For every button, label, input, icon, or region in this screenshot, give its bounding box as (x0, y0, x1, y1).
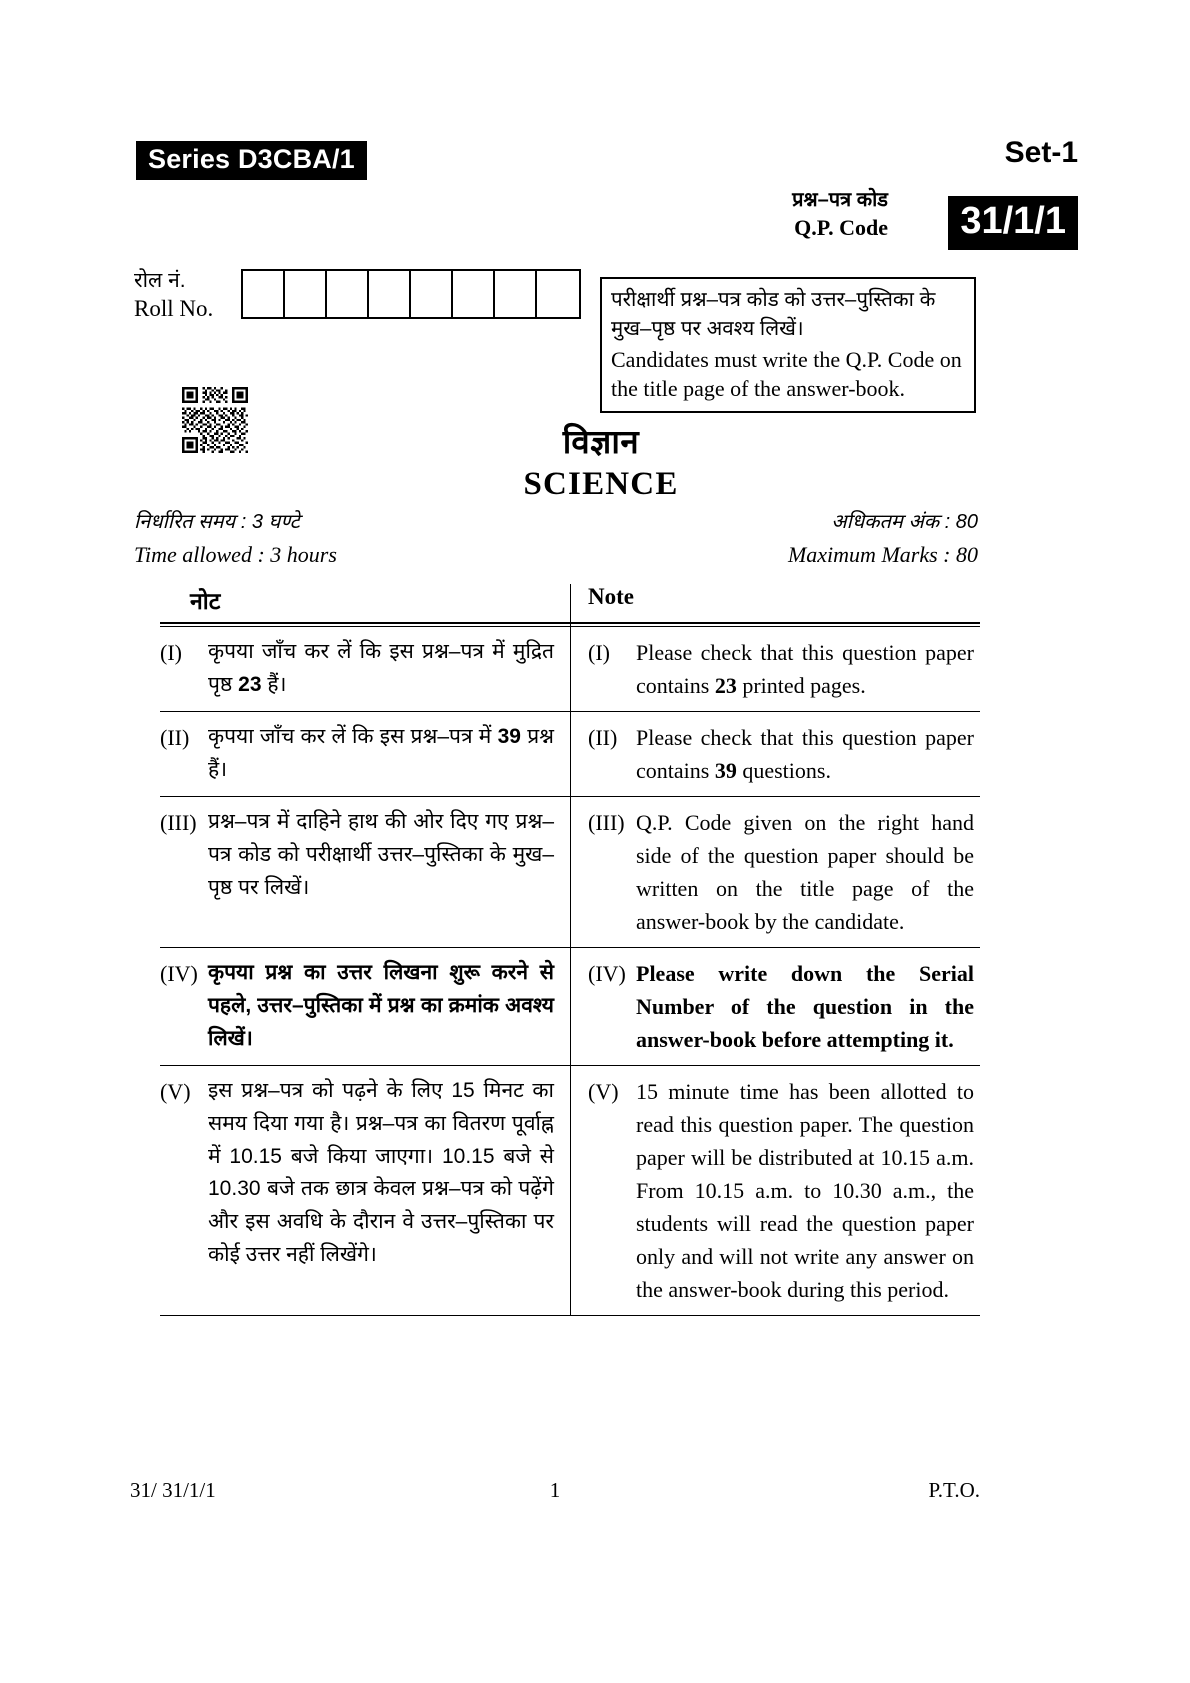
set-label: Set-1 (1004, 136, 1078, 169)
roll-no-label (134, 267, 213, 324)
note-text-english (636, 806, 974, 938)
note-cell-hindi (160, 948, 570, 1065)
roll-no-cell[interactable] (453, 271, 495, 317)
note-text-english (636, 1075, 974, 1306)
roll-no-cell[interactable] (411, 271, 453, 317)
note-table-row (160, 797, 980, 947)
note-cell-english (570, 627, 980, 711)
page-footer (130, 1478, 980, 1503)
note-table-header (160, 584, 980, 622)
note-table-row (160, 948, 980, 1065)
emphasised-value: 23 (714, 673, 737, 698)
note-row-marker: (I) (588, 640, 610, 665)
footer-code: 31/ 31/1/1 (130, 1478, 216, 1502)
note-row-marker: (IV) (588, 961, 626, 986)
meta-row-english (134, 542, 978, 568)
note-text-english (636, 721, 974, 787)
qp-code-label-english: Q.P. Code (794, 214, 888, 240)
note-row-marker: (III) (588, 810, 625, 835)
note-cell-hindi (160, 627, 570, 711)
roll-no-label-hindi: रोल नं. (134, 269, 186, 292)
candidate-instruction-box (600, 277, 976, 413)
text-run: कृपया जाँच कर लें कि इस प्रश्न–पत्र में (208, 725, 498, 748)
text-run: प्रश्न हैं। (208, 725, 554, 781)
note-cell-english (570, 948, 980, 1065)
emphasised-value: 39 (714, 758, 737, 783)
roll-no-cell[interactable] (369, 271, 411, 317)
footer-page-number: 1 (549, 1478, 561, 1502)
note-cell-hindi (160, 1066, 570, 1315)
emphasised-value: 39 (497, 725, 521, 748)
roll-no-cell[interactable] (327, 271, 369, 317)
note-table-row (160, 1066, 980, 1315)
roll-no-cell[interactable] (243, 271, 285, 317)
note-row-marker: (II) (588, 725, 618, 750)
candidate-instruction-english: Candidates must write the Q.P. Code on the title page of the answer-book. (611, 347, 962, 402)
note-text-english (636, 957, 974, 1056)
text-run: Please write down the Serial Number of the question in the answer-book before attempting it. (636, 961, 974, 1052)
note-text-english (636, 636, 974, 702)
time-allowed-hindi: निर्धारित समय : 3 घण्टे (134, 511, 300, 533)
note-cell-english (570, 1066, 980, 1315)
note-header-hindi-col (160, 584, 570, 616)
maximum-marks-hindi: अधिकतम अंक : 80 (831, 511, 978, 533)
text-run: Please check that this question paper contains (636, 640, 974, 698)
page-title-hindi: विज्ञान (562, 423, 640, 460)
text-run: हैं। (261, 672, 287, 696)
note-text-hindi (208, 636, 554, 702)
note-text-hindi (208, 957, 554, 1056)
note-cell-hindi (160, 797, 570, 947)
text-run: प्रश्न–पत्र में दाहिने हाथ की ओर दिए गए प्रश्न–पत्र कोड को परीक्षार्थी उत्तर–पुस्तिका के मुख–पृष्ठ पर लिखें। (208, 810, 554, 899)
roll-no-cell[interactable] (285, 271, 327, 317)
note-row-marker: (IV) (160, 961, 198, 986)
text-run: questions. (736, 758, 831, 783)
note-table-row (160, 712, 980, 796)
qp-code-label-hindi: प्रश्न–पत्र कोड (792, 189, 888, 211)
text-run: इस प्रश्न–पत्र को पढ़ने के लिए 15 मिनट का समय दिया गया है। प्रश्न–पत्र का वितरण पूर्वाह्न में 10.15 बजे किया जाएगा। 10.15 बजे से 10.30 बजे तक छात्र केवल प्रश्न–पत्र को पढ़ेंगे और इस अवधि के दौरान वे उत्तर–पुस्तिका पर कोई उत्तर नहीं लिखेंगे। (208, 1079, 554, 1266)
note-text-hindi (208, 721, 554, 787)
note-cell-english (570, 712, 980, 796)
note-row-marker: (II) (160, 725, 190, 750)
note-row-marker: (V) (588, 1079, 619, 1104)
qp-code-label (792, 188, 888, 242)
note-row-marker: (V) (160, 1079, 191, 1104)
maximum-marks-english: Maximum Marks : 80 (787, 542, 978, 567)
text-run: 15 minute time has been allotted to read this question paper. The question paper will be distributed at 10.15 a.m. From 10.15 a.m. to 10.30 a.m., the students will read the question paper only and will not write any answer on the answer-book during this period. (636, 1079, 974, 1302)
meta-row-hindi (134, 507, 978, 534)
note-header-english: Note (588, 584, 634, 609)
roll-no-input-grid[interactable] (241, 269, 581, 319)
note-instructions-table (160, 584, 980, 1316)
note-text-hindi (208, 806, 554, 938)
text-run: Please check that this question paper contains (636, 725, 974, 783)
note-row-marker: (I) (160, 640, 182, 665)
candidate-instruction-hindi: परीक्षार्थी प्रश्न–पत्र कोड को उत्तर–पुस्तिका के मुख–पृष्ठ पर अवश्य लिखें। (611, 288, 936, 341)
note-cell-english (570, 797, 980, 947)
note-header-english-col (570, 584, 980, 616)
note-table-row (160, 627, 980, 711)
text-run: कृपया जाँच कर लें कि इस प्रश्न–पत्र में मुद्रित पृष्ठ (208, 640, 554, 696)
note-text-hindi (208, 1075, 554, 1306)
series-badge: Series D3CBA/1 (136, 141, 367, 180)
roll-no-cell[interactable] (537, 271, 579, 317)
text-run: printed pages. (736, 673, 866, 698)
emphasised-value: 23 (238, 672, 262, 696)
roll-no-cell[interactable] (495, 271, 537, 317)
note-row-marker: (III) (160, 810, 197, 835)
text-run: कृपया प्रश्न का उत्तर लिखना शुरू करने से पहले, उत्तर–पुस्तिका में प्रश्न का क्रमांक अवश्य लिखें। (208, 961, 554, 1050)
time-allowed-english: Time allowed : 3 hours (134, 542, 337, 567)
note-cell-hindi (160, 712, 570, 796)
qp-code-value: 31/1/1 (948, 196, 1078, 250)
page-title-english: SCIENCE (523, 466, 679, 502)
footer-pto: P.T.O. (928, 1478, 980, 1502)
note-header-hindi: नोट (190, 588, 221, 614)
roll-no-label-english: Roll No. (134, 296, 214, 322)
text-run: Q.P. Code given on the right hand side of the question paper should be written on the title page of the answer-book by the candidate. (636, 810, 974, 934)
